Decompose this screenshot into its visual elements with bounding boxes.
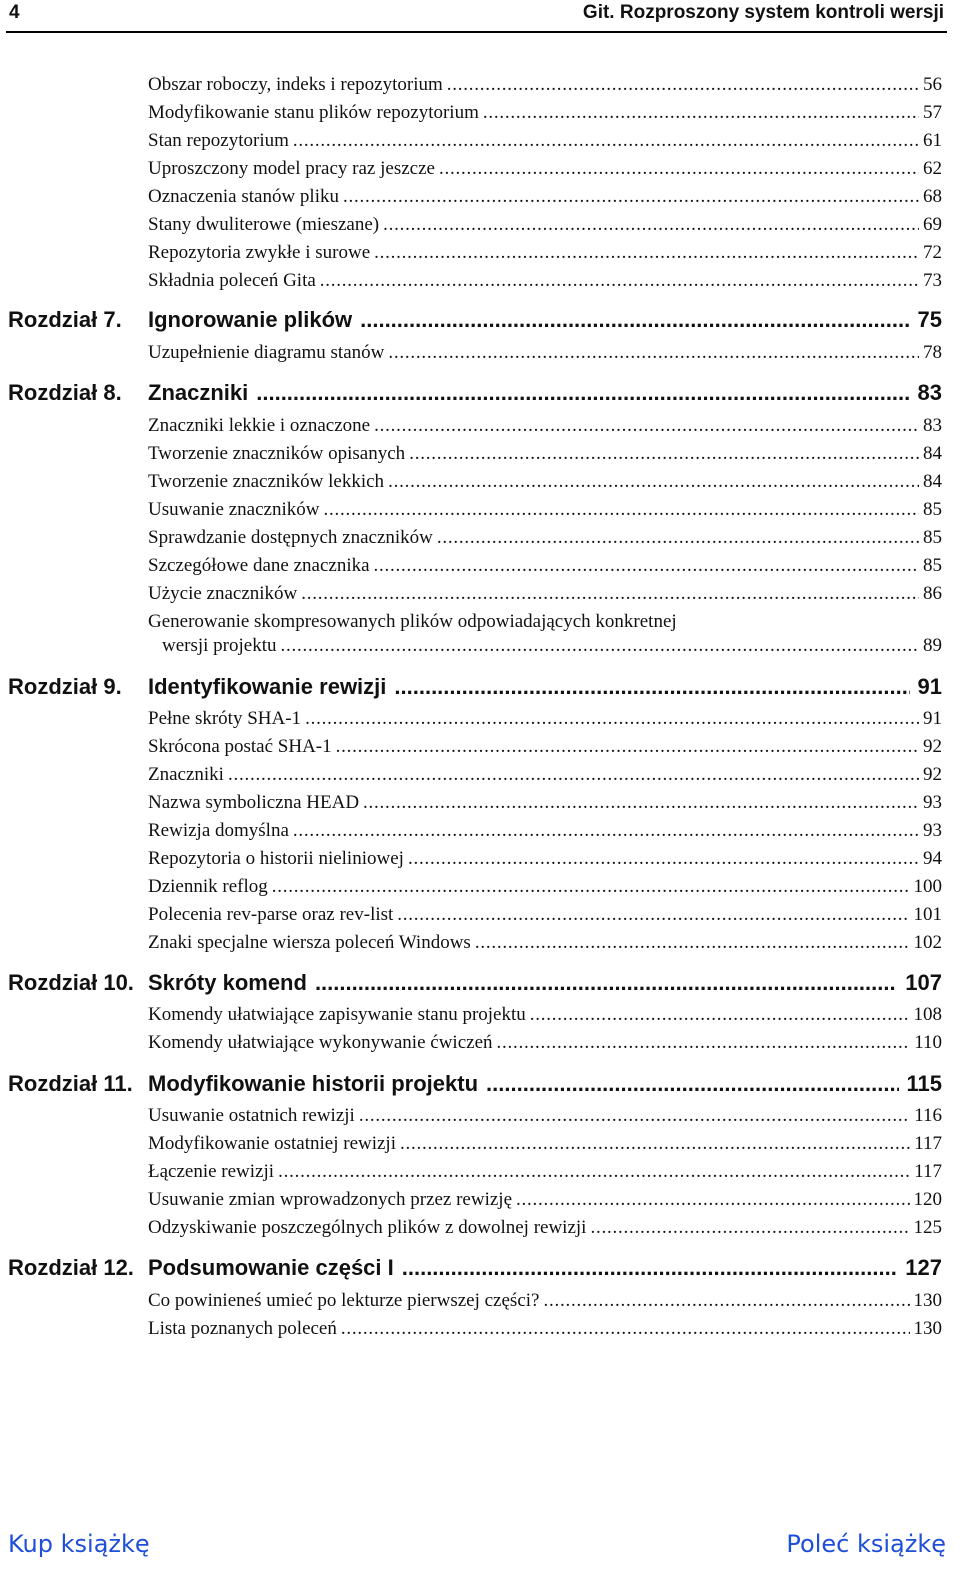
chapter-label: Rozdział 9. [8,674,122,699]
dot-leader [281,634,919,658]
chapter-heading[interactable] [8,1070,942,1098]
toc-entry[interactable]: Uzupełnienie diagramu stanów . . . 78 [148,341,942,365]
dot-leader [497,1031,911,1055]
dot-leader [447,73,919,97]
chapter-title: Modyfikowanie historii projektu [148,1071,479,1096]
toc-entry[interactable]: Tworzenie znaczników lekkich . . . 84 [148,470,942,494]
toc-entry[interactable]: Użycie znaczników . . . 86 [148,582,942,606]
dot-leader [305,707,919,731]
toc-entry[interactable]: Repozytoria o historii nieliniowej . . . 94 [148,847,942,871]
chapter-label: Rozdział 7. [8,307,122,332]
dot-leader [256,379,909,407]
page-ref: 85 [923,527,942,548]
dot-leader [374,554,919,578]
toc-entry[interactable]: Znaczniki lekkie i oznaczone . . . 83 [148,414,942,438]
dot-leader [272,875,910,899]
page-ref: 61 [923,130,942,151]
buy-book-link[interactable]: Kup książkę [8,1530,150,1558]
entry-title-continuation: wersji projektu [162,635,277,656]
page-ref: 110 [914,1032,942,1053]
chapter-title: Skróty komend [148,970,307,995]
page-ref: 72 [923,242,942,263]
toc-entry[interactable]: Tworzenie znaczników opisanych . . . 84 [148,442,942,466]
page-ref: 62 [923,158,942,179]
toc-entry[interactable]: Komendy ułatwiające wykonywanie ćwiczeń . . . 110 [148,1031,942,1055]
page-ref: 94 [923,848,942,869]
page-ref: 100 [913,876,942,897]
toc-entry[interactable]: Usuwanie zmian wprowadzonych przez rewizję . . . 120 [148,1188,942,1212]
dot-leader [483,101,919,125]
toc-entry[interactable]: Stan repozytorium . . . 61 [148,129,942,153]
page-ref: 85 [923,499,942,520]
dot-leader [363,791,919,815]
dot-leader [343,185,919,209]
chapter-label: Rozdział 12. [8,1255,134,1280]
page-ref: 127 [905,1255,942,1280]
dot-leader [278,1160,910,1184]
dot-leader [388,341,919,365]
toc-entry[interactable]: Uproszczony model pracy raz jeszcze . . . 62 [148,157,942,181]
page-ref: 78 [923,342,942,363]
dot-leader [409,442,919,466]
toc-entry[interactable]: Co powinieneś umieć po lekturze pierwszej części? . . . 130 [148,1289,942,1313]
toc-entry[interactable]: Łączenie rewizji . . . 117 [148,1160,942,1184]
page-ref: 107 [905,970,942,995]
dot-leader [359,1104,910,1128]
dot-leader [475,931,910,955]
dot-leader [408,847,919,871]
page-ref: 91 [923,708,942,729]
dot-leader [301,582,919,606]
chapter-heading[interactable] [8,379,942,407]
page-ref: 101 [913,904,942,925]
dot-leader [374,414,919,438]
dot-leader [437,526,919,550]
page-ref: 93 [923,792,942,813]
page-header [6,0,947,33]
chapter-title: Ignorowanie plików [148,307,353,332]
toc-entry[interactable]: Rewizja domyślna . . . 93 [148,819,942,843]
page-ref: 102 [913,932,942,953]
toc-entry[interactable]: Odzyskiwanie poszczególnych plików z dowolnej rewizji . . . 125 [148,1216,942,1240]
dot-leader [388,470,919,494]
toc-entry[interactable]: Usuwanie znaczników . . . 85 [148,498,942,522]
dot-leader [394,673,909,701]
toc-entry[interactable]: Dziennik reflog . . . 100 [148,875,942,899]
page-number: 4 [9,2,20,23]
dot-leader [400,1132,910,1156]
page-ref: 116 [914,1105,942,1126]
entry-title-line: Generowanie skompresowanych plików odpowiadających konkretnej [148,611,677,632]
dot-leader [320,269,919,293]
toc-entry[interactable]: Polecenia rev-parse oraz rev-list . . . 101 [148,903,942,927]
dot-leader [341,1317,910,1341]
toc-entry[interactable]: Oznaczenia stanów pliku . . . 68 [148,185,942,209]
running-title: Git. Rozproszony system kontroli wersji [582,2,944,23]
dot-leader [383,213,919,237]
page-ref: 92 [923,764,942,785]
toc-entry[interactable]: Lista poznanych poleceń . . . 130 [148,1317,942,1341]
page-ref: 84 [923,443,942,464]
chapter-label: Rozdział 11. [8,1071,133,1096]
page-ref: 130 [913,1290,942,1311]
toc-entry[interactable]: Sprawdzanie dostępnych znaczników . . . 85 [148,526,942,550]
chapter-title: Identyfikowanie rewizji [148,674,387,699]
chapter-title: Znaczniki [148,380,249,405]
page-ref: 125 [913,1217,942,1238]
chapter-label: Rozdział 10. [8,970,134,995]
toc-entry[interactable]: Repozytoria zwykłe i surowe . . . 72 [148,241,942,265]
dot-leader [336,735,919,759]
page-ref: 89 [923,635,942,656]
page-ref: 93 [923,820,942,841]
toc-entry[interactable]: Stany dwuliterowe (mieszane) . . . 69 [148,213,942,237]
toc-entry[interactable]: Modyfikowanie ostatniej rewizji . . . 117 [148,1132,942,1156]
page-ref: 117 [914,1161,942,1182]
dot-leader [530,1003,910,1027]
dot-leader [486,1070,898,1098]
toc-entry[interactable]: Modyfikowanie stanu plików repozytorium . . . 57 [148,101,942,125]
page-ref: 85 [923,555,942,576]
chapter-label: Rozdział 8. [8,380,122,405]
toc-entry[interactable]: Szczegółowe dane znacznika . . . 85 [148,554,942,578]
page-ref: 117 [914,1133,942,1154]
dot-leader [323,498,919,522]
chapter-title: Podsumowanie części I [148,1255,394,1280]
chapter-heading[interactable] [8,673,942,701]
toc-entry[interactable]: Skrócona postać SHA-1 . . . 92 [148,735,942,759]
toc-entry[interactable]: Znaki specjalne wiersza poleceń Windows . . . 102 [148,931,942,955]
dot-leader [360,306,909,334]
dot-leader [590,1216,909,1240]
page-ref: 83 [923,415,942,436]
recommend-book-link[interactable]: Poleć książkę [786,1530,946,1558]
chapter-heading[interactable] [8,969,942,997]
page-ref: 69 [923,214,942,235]
toc-entry[interactable]: Nazwa symboliczna HEAD . . . 93 [148,791,942,815]
page-ref: 115 [906,1071,942,1096]
dot-leader [516,1188,909,1212]
page-ref: 83 [917,380,942,405]
page-ref: 91 [917,674,942,699]
toc-entry[interactable]: Pełne skróty SHA-1 . . . 91 [148,707,942,731]
dot-leader [228,763,919,787]
dot-leader [402,1254,898,1282]
chapter-heading[interactable] [8,306,942,334]
dot-leader [439,157,919,181]
page-ref: 130 [913,1318,942,1339]
chapter-heading[interactable] [8,1254,942,1282]
toc-entry[interactable]: Usuwanie ostatnich rewizji . . . 116 [148,1104,942,1128]
dot-leader [397,903,909,927]
dot-leader [315,969,897,997]
toc-entry[interactable]: Znaczniki . . . 92 [148,763,942,787]
page-ref: 57 [923,102,942,123]
dot-leader [374,241,919,265]
toc-entry[interactable]: Komendy ułatwiające zapisywanie stanu projektu . . . 108 [148,1003,942,1027]
page-ref: 75 [917,307,942,332]
toc-entry[interactable]: Składnia poleceń Gita . . . 73 [148,269,942,293]
page-ref: 84 [923,471,942,492]
page-ref: 108 [913,1004,942,1025]
toc-entry[interactable]: Obszar roboczy, indeks i repozytorium . . . 56 [148,73,942,97]
dot-leader [543,1289,909,1313]
page-ref: 86 [923,583,942,604]
page-ref: 68 [923,186,942,207]
page-ref: 92 [923,736,942,757]
dot-leader [293,129,919,153]
toc-entry[interactable] [148,610,942,658]
dot-leader [293,819,919,843]
page-ref: 56 [923,74,942,95]
page-ref: 73 [923,270,942,291]
page-ref: 120 [913,1189,942,1210]
